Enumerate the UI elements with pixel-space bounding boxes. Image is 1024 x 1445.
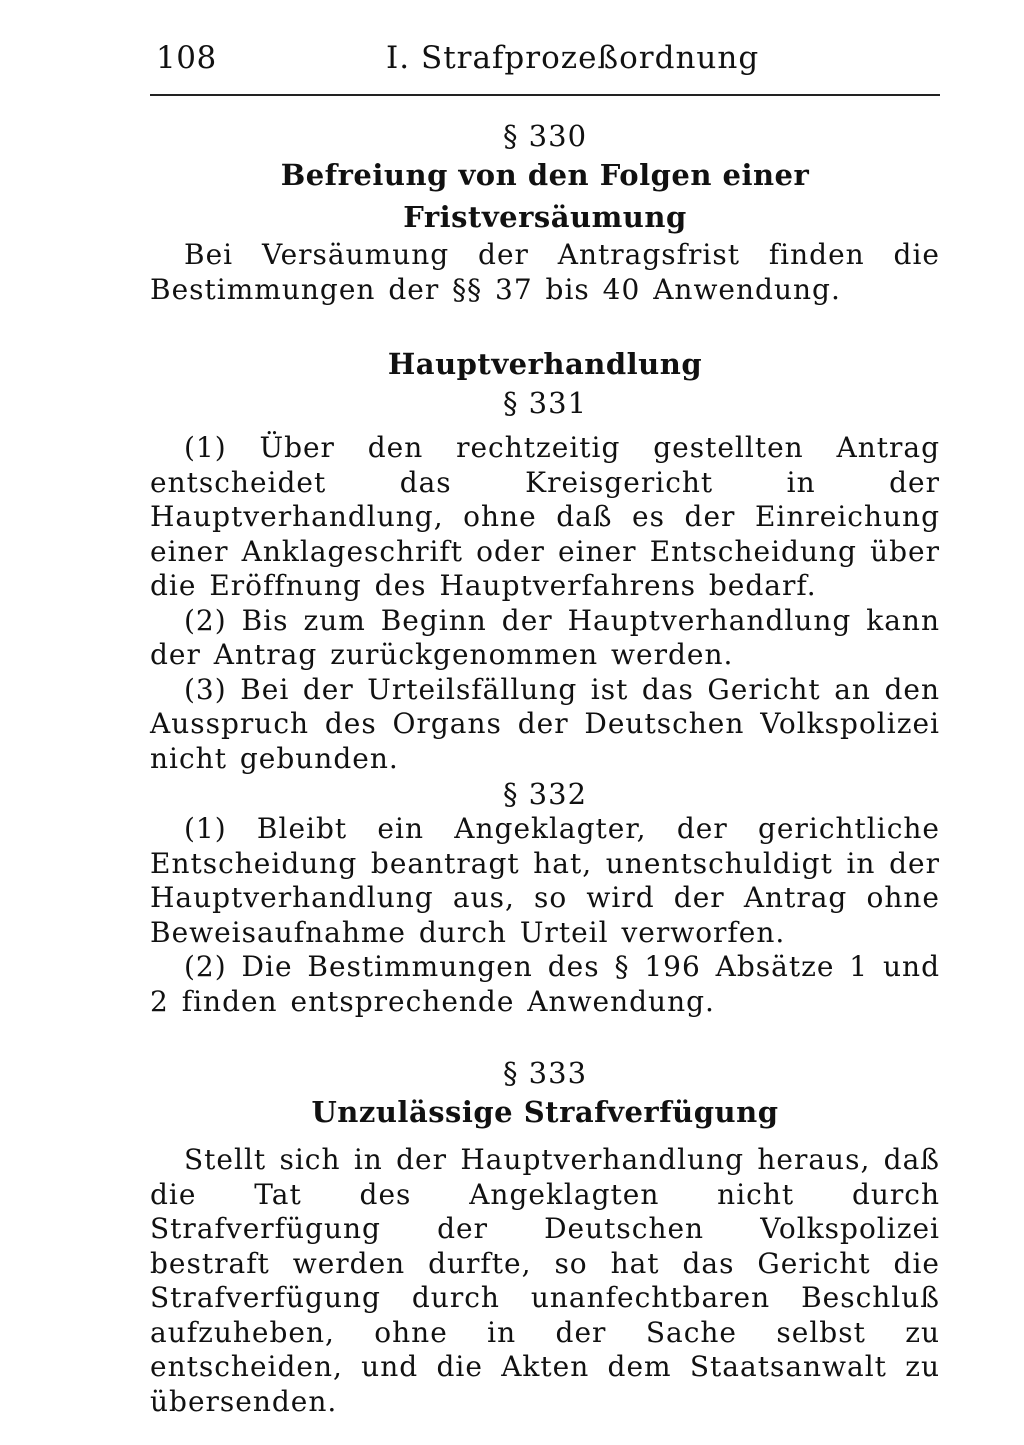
section-330-text: Bei Versäumung der Antragsfrist finden die Bestimmungen der §§ 37 bis 40 Anwendung. — [150, 238, 940, 306]
section-333-text: Stellt sich in der Hauptverhandlung heraus, daß die Tat des Angeklagten nicht durch Strafverfügung der Deutschen Volkspolizei bestraft werden durfte, so hat das Gericht die Strafverfügung durch unanfechtbaren Beschluß aufzuheben, ohne in der Sache selbst zu entscheiden, und die Akten dem Staatsanwalt zu übersenden. — [150, 1143, 940, 1418]
section-332-paragraph-2: (2) Die Bestimmungen des § 196 Absätze 1 und 2 finden entsprechende Anwendung. — [150, 950, 940, 1018]
running-title: I. Strafprozeßordnung — [386, 40, 760, 76]
page-header — [150, 40, 940, 96]
section-330-title: Befreiung von den Folgen einer Fristversäumung — [280, 158, 810, 234]
section-332-paragraph-1: (1) Bleibt ein Angeklagter, der gerichtliche Entscheidung beantragt hat, unentschuldigt in der Hauptverhandlung aus, so wird der Antrag ohne Beweisaufnahme durch Urteil verworfen. — [150, 812, 940, 949]
section-330-number: § 330 — [502, 119, 588, 153]
section-333-title: Unzulässige Strafverfügung — [311, 1095, 779, 1129]
section-332-number: § 332 — [502, 777, 588, 811]
section-333-number: § 333 — [502, 1056, 588, 1090]
section-331-number: § 331 — [502, 386, 588, 420]
page-number: 108 — [156, 40, 217, 76]
section-331-paragraph-1: (1) Über den rechtzeitig gestellten Antrag entscheidet das Kreisgericht in der Hauptverhandlung, ohne daß es der Einreichung einer Anklageschrift oder einer Entscheidung über die Eröffnung des Hauptverfahrens bedarf. — [150, 431, 940, 602]
section-331-paragraph-3: (3) Bei der Urteilsfällung ist das Gericht an den Ausspruch des Organs der Deutschen Volkspolizei nicht gebunden. — [150, 672, 940, 775]
document-page — [150, 40, 940, 1419]
section-331-paragraph-2: (2) Bis zum Beginn der Hauptverhandlung kann der Antrag zurückgenommen werden. — [150, 603, 940, 671]
chapter-heading-hauptverhandlung: Hauptverhandlung — [387, 347, 703, 381]
